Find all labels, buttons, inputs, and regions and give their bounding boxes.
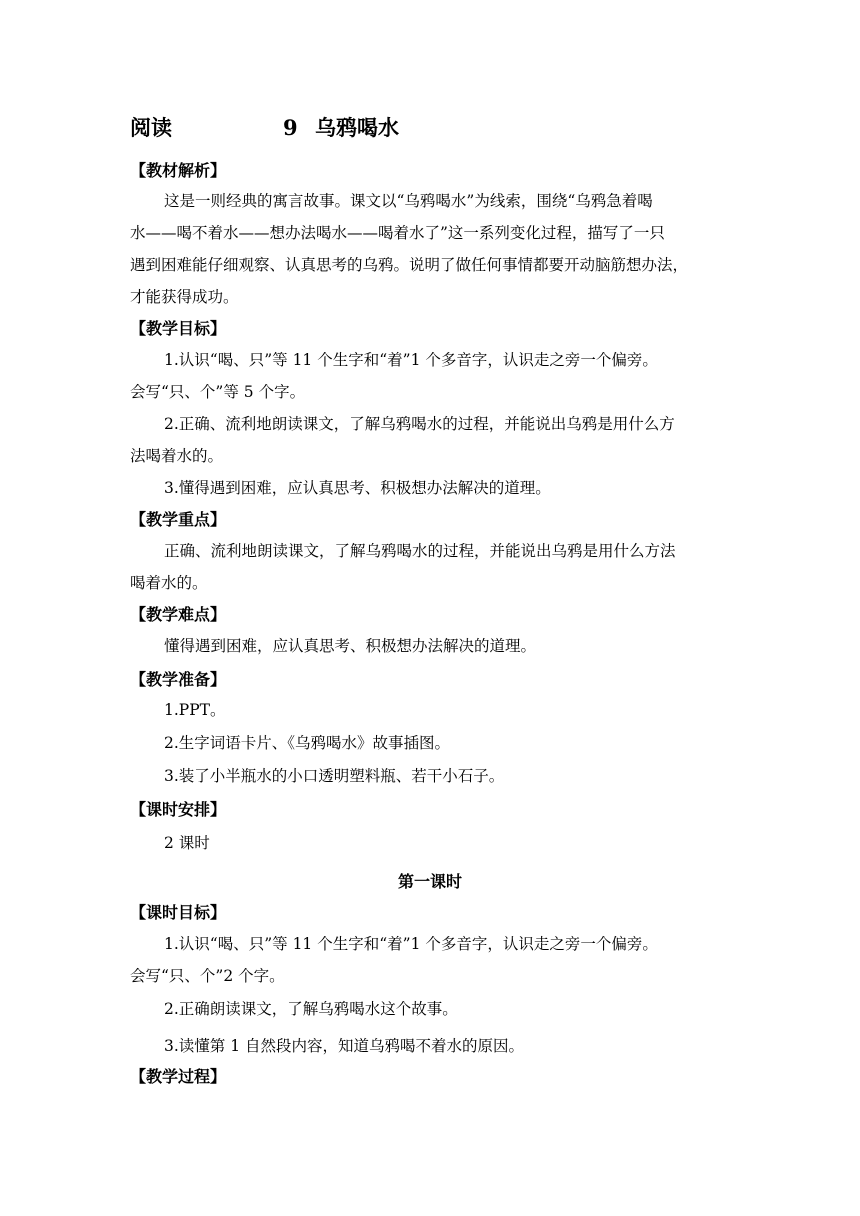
first-lesson-heading: 第一课时 [397,872,462,891]
lesson-goal-item-3: 3.读懂第 1 自然段内容，知道乌鸦喝不着水的原因。 [164,1037,525,1055]
difficulties-heading: 【教学难点】 [130,605,227,624]
preparation-heading: 【教学准备】 [130,670,227,689]
lesson-number: 9 [283,115,298,140]
preparation-item: 3.装了小半瓶水的小口透明塑料瓶、若干小石子。 [164,767,505,785]
goal-item-2: 2.正确、流利地朗读课文，了解乌鸦喝水的过程，并能说出乌鸦是用什么方 [164,415,675,433]
difficulties-line: 懂得遇到困难，应认真思考、积极想办法解决的道理。 [164,637,537,655]
goal-item-1: 1.认识“喝、只”等 11 个生字和“着”1 个多音字，认识走之旁一个偏旁。 [164,351,658,369]
analysis-line: 才能获得成功。 [130,288,239,306]
key-points-line: 喝着水的。 [130,574,208,592]
section-label: 阅读 [130,115,172,140]
preparation-item: 1.PPT。 [164,701,226,719]
analysis-line: 遇到困难能仔细观察、认真思考的乌鸦。说明了做任何事情都要开动脑筋想办法， [130,256,689,274]
lesson-goals-heading: 【课时目标】 [130,903,227,922]
key-points-line: 正确、流利地朗读课文，了解乌鸦喝水的过程，并能说出乌鸦是用什么方法 [164,542,676,560]
goal-item-1-cont: 会写“只、个”等 5 个字。 [130,383,306,401]
analysis-line: 水——喝不着水——想办法喝水——喝着水了”这一系列变化过程，描写了一只 [130,224,665,242]
analysis-line: 这是一则经典的寓言故事。课文以“乌鸦喝水”为线索，围绕“乌鸦急着喝 [164,192,653,210]
lesson-title: 乌鸦喝水 [315,115,399,140]
lesson-goal-item-1: 1.认识“喝、只”等 11 个生字和“着”1 个多音字，认识走之旁一个偏旁。 [164,935,658,953]
lesson-goal-item-2: 2.正确朗读课文，了解乌鸦喝水这个故事。 [164,1000,458,1018]
analysis-heading: 【教材解析】 [130,161,227,180]
schedule-value: 2 课时 [164,834,210,852]
preparation-item: 2.生字词语卡片、《乌鸦喝水》故事插图。 [164,734,451,752]
goals-heading: 【教学目标】 [130,319,227,338]
schedule-heading: 【课时安排】 [130,800,227,819]
key-points-heading: 【教学重点】 [130,510,227,529]
lesson-goal-item-1-cont: 会写“只、个”2 个字。 [130,967,285,985]
goal-item-3: 3.懂得遇到困难，应认真思考、积极想办法解决的道理。 [164,479,551,497]
goal-item-2-cont: 法喝着水的。 [130,447,224,465]
process-heading: 【教学过程】 [130,1067,227,1086]
